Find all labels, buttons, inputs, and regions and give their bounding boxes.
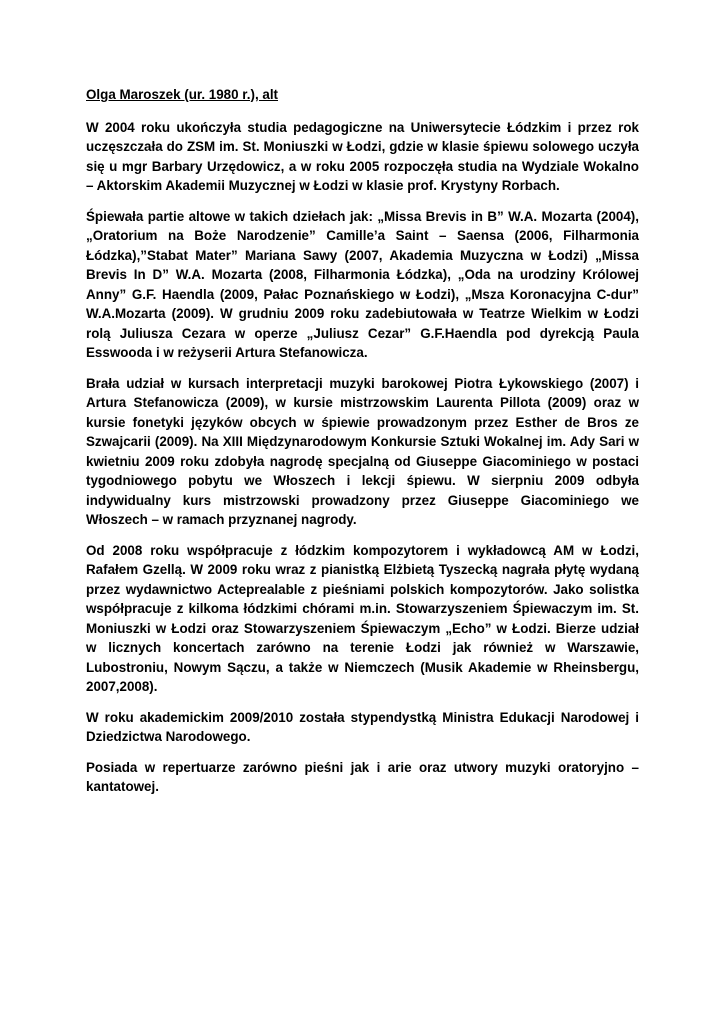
paragraph-repertoire-performances: Śpiewała partie altowe w takich dziełach jak: „Missa Brevis in B” W.A. Mozarta (2004),„Oratorium na Boże Narodzenie” Camille’a Saint – Saensa (2006, Filharmonia Łódzka),”Stabat Mater” Mariana Sawy (2007, Akademia Muzyczna w Łodzi) „Missa Brevis In D” W.A. Mozarta (2008, Filharmonia Łódzka), „Oda na urodziny Królowej Anny” G.F. Haendla (2009, Pałac Poznańskiego w Łodzi), „Msza Koronacyjna C-dur” W.A.Mozarta (2009). W grudniu 2009 roku zadebiutowała w Teatrze Wielkim w Łodzi rolą Juliusza Cezara w operze „Juliusz Cezar” G.F.Haendla pod dyrekcją Paula Esswooda i w reżyserii Artura Stefanowicza. bbox=[86, 208, 639, 360]
paragraph-courses-awards: Brała udział w kursach interpretacji muzyki barokowej Piotra Łykowskiego (2007) i Artura Stefanowicza (2009), w kursie mistrzowskim Laurenta Pillota (2009) oraz w kursie fonetyki języków obcych w śpiewie prowadzonym przez Esther de Bros ze Szwajcarii (2009). Na XIII Międzynarodowym Konkursie Sztuki Wokalnej im. Ady Sari w kwietniu 2009 roku zdobyła nagrodę specjalną od Giuseppe Giacominiego w postaci tygodniowego pobytu we Włoszech i lekcji śpiewu. W sierpniu 2009 odbyła indywidualny kurs mistrzowski prowadzony przez Giuseppe Giacominiego we Włoszech – w ramach przyznanej nagrody. bbox=[86, 375, 639, 527]
paragraph-collaborations: Od 2008 roku współpracuje z łódzkim kompozytorem i wykładowcą AM w Łodzi, Rafałem Gzellą. W 2009 roku wraz z pianistką Elżbietą Tyszecką nagrała płytę wydaną przez wydawnictwo Acteprealable z pieśniami polskich kompozytorów. Jako solistka współpracuje z kilkoma łódzkimi chórami m.in. Stowarzyszeniem Śpiewaczym im. St. Moniuszki w Łodzi oraz Stowarzyszeniem Śpiewaczym „Echo” w Łodzi. Bierze udział w licznych koncertach zarówno na terenie Łodzi jak również w Warszawie, Lubostroniu, Nowym Sączu, a także w Niemczech (Musik Akademie w Rheinsbergu, 2007,2008). bbox=[86, 542, 639, 694]
paragraph-education: W 2004 roku ukończyła studia pedagogiczne na Uniwersytecie Łódzkim i przez rok uczęszczała do ZSM im. St. Moniuszki w Łodzi, gdzie w klasie śpiewu solowego uczyła się u mgr Barbary Urzędowicz, a w roku 2005 rozpoczęła studia na Wydziale Wokalno – Aktorskim Akademii Muzycznej w Łodzi w klasie prof. Krystyny Rorbach. bbox=[86, 119, 639, 193]
paragraph-scholarship: W roku akademickim 2009/2010 została stypendystką Ministra Edukacji Narodowej i Dziedzictwa Narodowego. bbox=[86, 709, 639, 744]
paragraph-repertoire-summary: Posiada w repertuarze zarówno pieśni jak i arie oraz utwory muzyki oratoryjno – kantatowej. bbox=[86, 759, 639, 794]
document-heading: Olga Maroszek (ur. 1980 r.), alt bbox=[86, 87, 279, 102]
document-body bbox=[86, 85, 639, 808]
